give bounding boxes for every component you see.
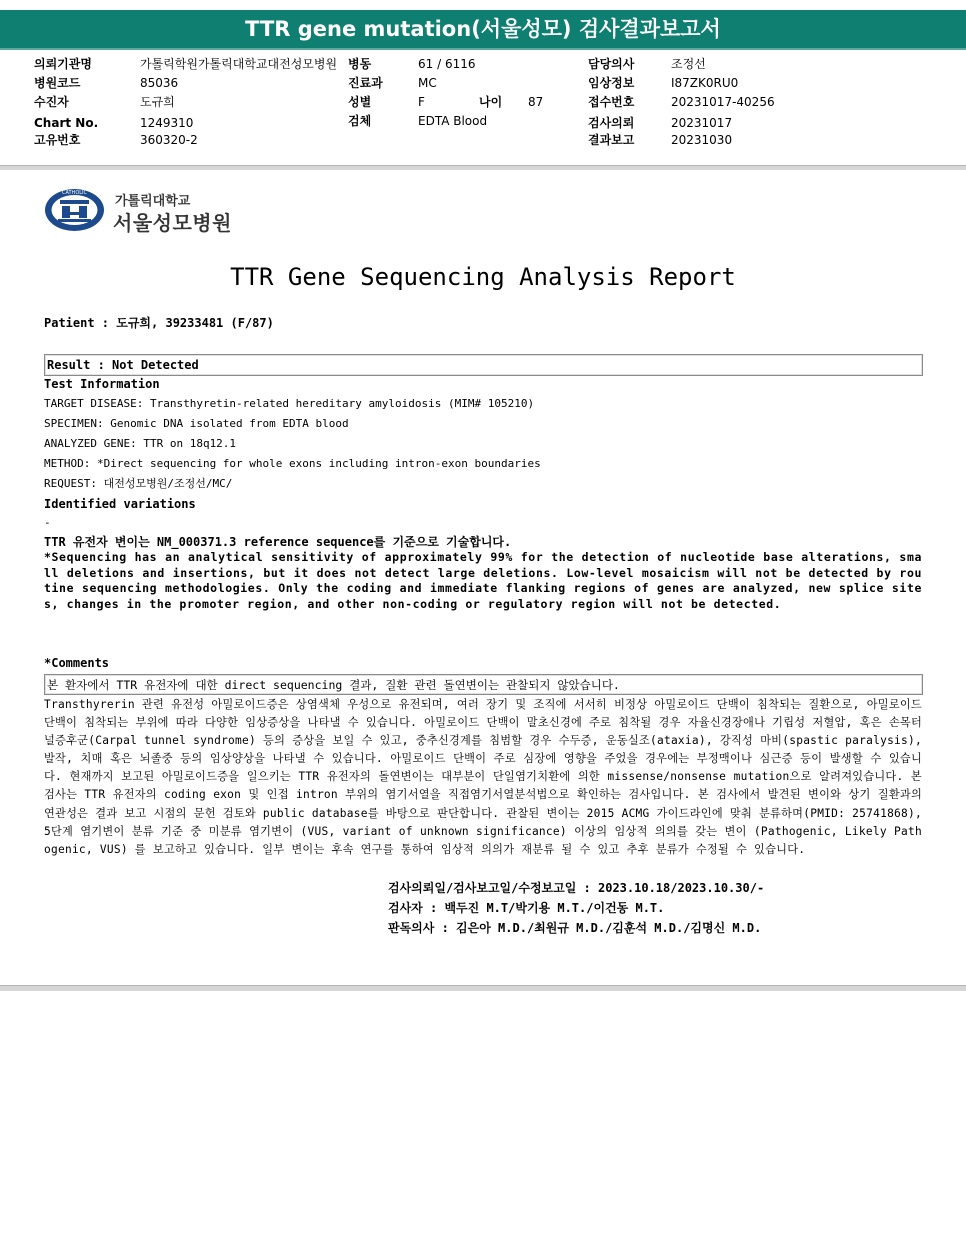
clinical-label: 임상정보 [588, 76, 635, 90]
specimen-line: SPECIMEN: Genomic DNA isolated from EDTA blood [44, 417, 349, 430]
page-title: TTR gene mutation(서울성모) 검사결과보고서 [0, 10, 966, 48]
specimen-label: 검체 [348, 114, 372, 128]
examiner-line: 검사자 : 백두진 M.T/박기용 M.T./이건동 M.T. [388, 901, 665, 915]
institution-label: 의뢰기관명 [34, 57, 92, 71]
recipient-value: 도규희 [140, 95, 175, 109]
university-name: 가톨릭대학교 [115, 194, 191, 209]
sex-value: F [418, 95, 425, 109]
report-date-label: 결과보고 [588, 133, 635, 147]
target-disease: TARGET DISEASE: Transthyretin-related hereditary amyloidosis (MIM# 105210) [44, 397, 535, 410]
doctor-label: 담당의사 [588, 57, 635, 71]
sex-label: 성별 [348, 95, 372, 109]
request-line: REQUEST: 대전성모병원/조정선/MC/ [44, 477, 233, 490]
dept-value: MC [418, 76, 437, 90]
title-underline [0, 48, 966, 50]
patient-line: Patient : 도규희, 39233481 (F/87) [44, 316, 274, 330]
catholic-university-emblem-icon [44, 188, 105, 232]
analyzed-gene: ANALYZED GENE: TTR on 18q12.1 [44, 437, 237, 450]
age-label: 나이 [479, 95, 503, 109]
age-value: 87 [528, 95, 544, 109]
reference-note: TTR 유전자 변이는 NM_000371.3 reference sequence를 기준으로 기술합니다. [44, 535, 512, 549]
chart-no-label: Chart No. [34, 116, 99, 130]
ward-label: 병동 [348, 57, 372, 71]
result-text: Result : Not Detected [47, 358, 199, 372]
identified-heading: Identified variations [44, 497, 196, 511]
hospital-code-label: 병원코드 [34, 76, 81, 90]
report-title: TTR Gene Sequencing Analysis Report [230, 263, 736, 291]
clinical-value: I87ZK0RU0 [671, 76, 739, 90]
doctor-value: 조정선 [671, 57, 706, 71]
comment-body: Transthyrerin 관련 유전성 아밀로이드증은 상염색체 우성으로 유전되며, 여러 장기 및 조직에 서서히 비정상 아밀로이드 단백이 침착되는 질환으로, 아밀로이드 단백이 침착되는 부위에 따라 다양한 임상증상을 나타낼 수 있습니다. 아밀로이드 단백이 말초신경에 주로 침착될 경우 자율신경장애나 기립성 저혈압, 혹은 손목터널증후군(Carpal tunnel syndrome) 등의 증상을 보일 수 있고, 중추신경계를 침범할 경우 수두증, 운동실조(ataxia), 강직성 마비(spastic paralysis), 발작, 치매 혹은 뇌졸중 등의 임상양상을 나타낼 수 있습니다. 아밀로이드 단백이 주로 심장에 영향을 주었을 경우에는 부정맥이나 심근증 등이 발생할 수 있습니다. 현재까지 보고된 아밀로이드증을 일으키는 TTR 유전자의 돌연변이는 대부분이 단일염기치환에 의한 missense/nonsense mutation으로 알려져있습니다. 본 검사는 TTR 유전자의 coding exon 및 인접 intron 부위의 염기서열을 직접염기서열분석법으로 확인하는 검사입니다. 본 검사에서 발견된 변이와 상기 질환과의 연관성은 결과 보고 시점의 문헌 검토와 public database를 바탕으로 판단합니다. 관찰된 변이는 2015 ACMG 가이드라인에 맞춰 분류하며(PMID: 25741868), 5단계 염기변이 분류 기준 중 미분류 염기변이 (VUS, variant of unknown significance) 이상의 임상적 의의를 갖는 변이 (Pathogenic, Likely Pathogenic, VUS) 를 보고하고 있습니다. 일부 변이는 후속 연구를 통하여 임상적 의의가 재분류 될 수 있고 추후 분류가 수정될 수 있습니다. [44, 698, 922, 856]
comment-summary: 본 환자에서 TTR 유전자에 대한 direct sequencing 결과, 질환 관련 돌연변이는 관찰되지 않았습니다. [47, 678, 620, 692]
footer-separator [0, 985, 966, 991]
unique-no-label: 고유번호 [34, 133, 81, 147]
specimen-value: EDTA Blood [418, 114, 488, 128]
header-separator [0, 165, 966, 170]
receipt-no-value: 20231017-40256 [671, 95, 775, 109]
test-info-heading: Test Information [44, 377, 160, 391]
comment-summary-box [44, 674, 923, 695]
request-date-label: 검사의뢰 [588, 116, 635, 130]
reader-line: 판독의사 : 김은아 M.D./최원규 M.D./김훈석 M.D./김명신 M.D. [388, 921, 762, 935]
result-box [44, 354, 923, 376]
identified-value: - [44, 516, 51, 529]
receipt-no-label: 접수번호 [588, 95, 635, 109]
unique-no-value: 360320-2 [140, 133, 198, 147]
institution-value: 가톨릭학원가톨릭대학교대전성모병원 [140, 57, 338, 71]
chart-no-value: 1249310 [140, 116, 194, 130]
ward-value: 61 / 6116 [418, 57, 476, 71]
dates-line: 검사의뢰일/검사보고일/수정보고일 : 2023.10.18/2023.10.30/- [388, 881, 765, 895]
hospital-code-value: 85036 [140, 76, 179, 90]
recipient-label: 수진자 [34, 95, 69, 109]
dept-label: 진료과 [348, 76, 383, 90]
request-date-value: 20231017 [671, 116, 733, 130]
sensitivity-note: *Sequencing has an analytical sensitivity of approximately 99% for the detection of nucleotide base alterations, small deletions and insertions, but it does not detect large deletions. Low-level mosaicism will not be detected by routine sequencing methodologies. Only the coding and immediate flanking regions of genes are analyzed, new splice sites, changes in the promoter region, and other non-coding or regulatory region will not be detected. [44, 550, 922, 612]
report-date-value: 20231030 [671, 133, 733, 147]
hospital-name: 서울성모병원 [113, 211, 232, 235]
comments-heading: *Comments [44, 656, 110, 670]
method-line: METHOD: *Direct sequencing for whole exons including intron-exon boundaries [44, 457, 541, 470]
svg-text:CATHOLIC: CATHOLIC [61, 190, 88, 196]
